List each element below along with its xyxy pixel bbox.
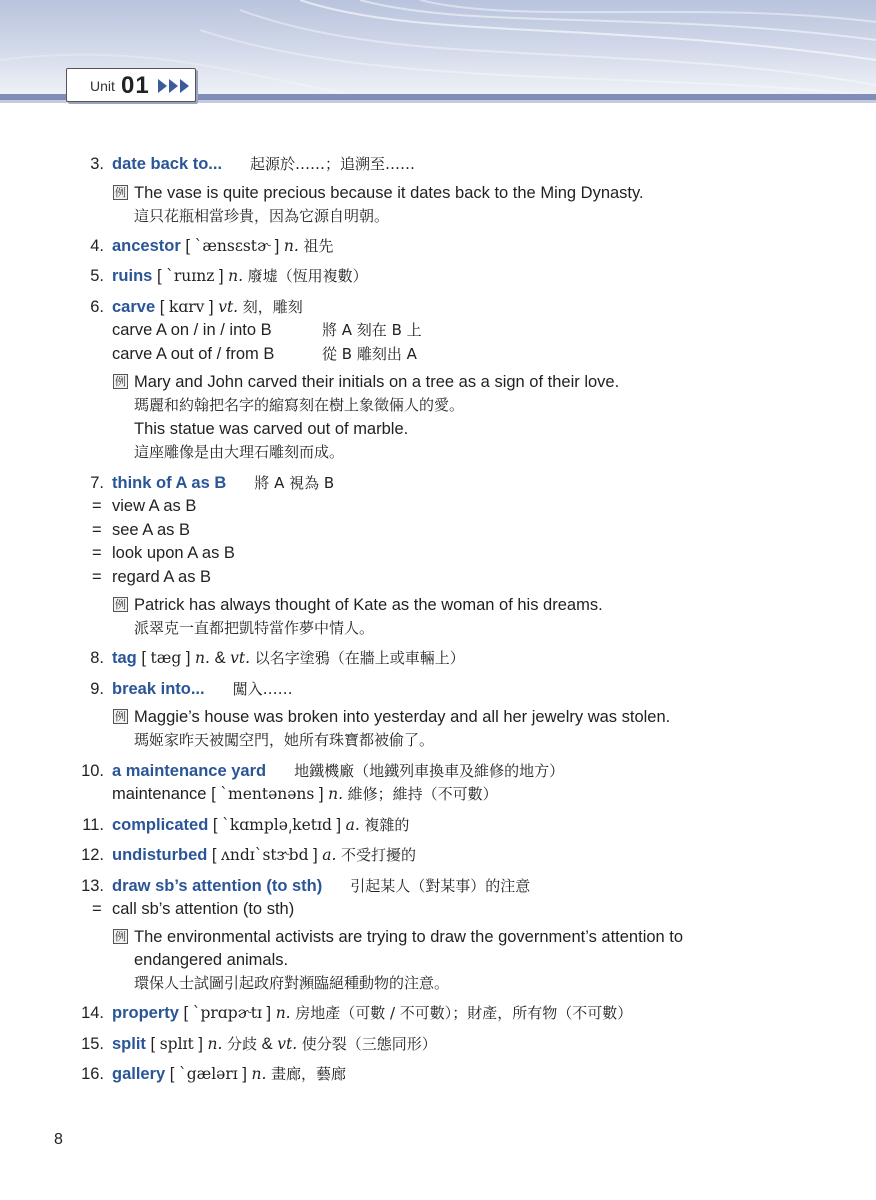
- entry-meaning: 地鐵機廠（地鐵列車換車及維修的地方）: [294, 762, 565, 780]
- example-cn: 這座雕像是由大理石雕刻而成。: [134, 443, 345, 461]
- bracket: [: [159, 298, 165, 316]
- entry-7: [112, 473, 334, 493]
- entry-term: split: [112, 1035, 146, 1053]
- part-of-speech: n.: [283, 237, 299, 255]
- phonetic: tæg: [150, 649, 182, 667]
- usage-meaning: 從 B 雕刻出 A: [322, 345, 417, 363]
- phonetic: ˋprɑpɚtɪ: [192, 1004, 262, 1022]
- part-of-speech: vt.: [277, 1035, 298, 1053]
- bracket: [: [156, 267, 162, 285]
- entry-15: [112, 1034, 437, 1054]
- bracket: ]: [185, 649, 191, 667]
- entry-meaning: 房地產（可數 / 不可數）；財產，所有物（不可數）: [295, 1004, 633, 1022]
- usage-phrase: carve A out of / from B: [112, 345, 275, 363]
- bracket: [: [185, 237, 190, 255]
- example-icon: 例: [115, 375, 126, 388]
- entry-number: 9.: [90, 680, 104, 698]
- entry-meaning: 起源於……；追溯至……: [250, 155, 416, 173]
- bracket: ]: [266, 1004, 272, 1022]
- equals-sign: =: [92, 900, 102, 918]
- example-en: Maggie’s house was broken into yesterday and all her jewelry was stolen.: [134, 708, 671, 726]
- bracket: [: [183, 1004, 189, 1022]
- usage-meaning: 將 A 刻在 B 上: [322, 321, 422, 339]
- entry-term: undisturbed: [112, 846, 208, 864]
- ampersand: &: [214, 649, 226, 667]
- entry-number: 11.: [82, 816, 104, 834]
- bracket: [: [169, 1065, 175, 1083]
- equals-sign: =: [92, 497, 102, 515]
- bracket: [: [141, 649, 146, 667]
- entry-term: ruins: [112, 267, 153, 285]
- example-en: The vase is quite precious because it dates back to the Ming Dynasty.: [134, 184, 644, 202]
- entry-13: [112, 876, 530, 896]
- entry-number: 16.: [81, 1065, 104, 1083]
- entry-3: [112, 154, 415, 174]
- example-en: Patrick has always thought of Kate as the woman of his dreams.: [134, 596, 603, 614]
- entry-term: property: [112, 1004, 179, 1022]
- page-number: 8: [54, 1131, 63, 1148]
- entry-number: 3.: [90, 155, 104, 173]
- part-of-speech: n.: [275, 1004, 291, 1022]
- entry-term: complicated: [112, 816, 209, 834]
- bracket: ]: [242, 1065, 247, 1083]
- entry-number: 7.: [90, 474, 104, 492]
- example-icon: 例: [115, 186, 126, 199]
- bracket: [: [212, 816, 218, 834]
- entry-term: gallery: [112, 1065, 166, 1083]
- part-of-speech: n.: [328, 785, 344, 803]
- entry-meaning: 廢墟（恆用複數）: [247, 267, 368, 285]
- synonym: see A as B: [112, 521, 190, 539]
- part-of-speech: vt.: [218, 298, 239, 316]
- entry-number: 4.: [90, 237, 104, 255]
- entry-term: carve: [112, 298, 156, 316]
- entry-term: think of A as B: [112, 474, 227, 492]
- bracket: ]: [218, 267, 224, 285]
- phonetic: kɑrv: [168, 298, 205, 316]
- entry-number: 6.: [90, 298, 104, 316]
- unit-label: Unit: [90, 78, 115, 94]
- part-of-speech: n.: [207, 1035, 223, 1053]
- part-of-speech: n.: [228, 267, 244, 285]
- bracket: ]: [274, 237, 280, 255]
- entry-10: [112, 761, 564, 781]
- example-en: This statue was carved out of marble.: [134, 420, 409, 438]
- entry-term: ancestor: [112, 237, 181, 255]
- unit-tab: [66, 68, 196, 102]
- entry-term: tag: [112, 649, 137, 667]
- bracket: [: [150, 1035, 156, 1053]
- entry-meaning: 將 A 視為 B: [254, 474, 335, 492]
- equals-sign: =: [92, 568, 102, 586]
- entry-number: 12.: [81, 846, 104, 864]
- example-cn: 派翠克一直都把凱特當作夢中情人。: [134, 619, 375, 637]
- phonetic: ˋænsɛstɚ: [194, 237, 271, 255]
- bracket: ]: [336, 816, 342, 834]
- bracket: ]: [313, 846, 318, 864]
- synonym: look upon A as B: [112, 544, 235, 562]
- entry-5: [112, 266, 368, 286]
- example-cn: 瑪姬家昨天被闖空門，她所有珠寶都被偷了。: [134, 731, 435, 749]
- entry-term: a maintenance yard: [112, 762, 267, 780]
- entry-number: 10.: [81, 762, 104, 780]
- entry-meaning: 引起某人（對某事）的注意: [350, 877, 531, 895]
- entry-8: [112, 648, 465, 668]
- synonym: view A as B: [112, 497, 197, 515]
- usage-phrase: carve A on / in / into B: [112, 321, 272, 339]
- entry-12: [112, 845, 416, 865]
- related-term: maintenance: [112, 785, 207, 803]
- entry-11: [112, 815, 409, 835]
- part-of-speech: n.: [195, 649, 210, 667]
- entry-meaning: 複雜的: [364, 816, 410, 834]
- entry-meaning: 使分裂（三態同形）: [301, 1035, 437, 1053]
- phonetic: ˋruɪnz: [166, 267, 215, 285]
- entry-term: draw sb’s attention (to sth): [112, 877, 323, 895]
- entry-meaning: 刻，雕刻: [242, 298, 303, 316]
- bracket: [: [211, 785, 216, 803]
- entry-meaning: 分歧: [227, 1035, 258, 1053]
- bracket: [: [211, 846, 217, 864]
- part-of-speech: a.: [345, 816, 360, 834]
- entry-number: 5.: [90, 267, 104, 285]
- example-en: Mary and John carved their initials on a tree as a sign of their love.: [134, 373, 620, 391]
- phonetic: splɪt: [159, 1035, 194, 1053]
- phonetic: ʌndɪˋstɝbd: [221, 846, 309, 864]
- entry-meaning: 不受打擾的: [341, 846, 417, 864]
- part-of-speech: n.: [251, 1065, 267, 1083]
- entry-16: [112, 1064, 346, 1084]
- entry-term: date back to...: [112, 155, 223, 173]
- example-en: endangered animals.: [134, 951, 289, 969]
- example-cn: 這只花瓶相當珍貴，因為它源自明朝。: [134, 207, 390, 225]
- phonetic: ˋkɑmplə͵ketɪd: [222, 816, 332, 834]
- phonetic: ˋmentənəns: [220, 785, 315, 803]
- example-cn: 環保人士試圖引起政府對瀕臨絕種動物的注意。: [134, 974, 450, 992]
- entry-term: break into...: [112, 680, 205, 698]
- unit-number: 01: [121, 72, 150, 99]
- example-en: The environmental activists are trying to draw the government’s attention to: [134, 928, 684, 946]
- entry-number: 13.: [81, 877, 104, 895]
- bracket: ]: [318, 785, 324, 803]
- entry-6: [112, 297, 303, 317]
- example-icon: 例: [115, 930, 126, 943]
- bracket: ]: [209, 298, 214, 316]
- triple-arrow-icon: [158, 79, 192, 93]
- example-icon: 例: [115, 710, 126, 723]
- part-of-speech: a.: [322, 846, 337, 864]
- equals-sign: =: [92, 521, 102, 539]
- synonym: regard A as B: [112, 568, 212, 586]
- bracket: ]: [198, 1035, 203, 1053]
- example-cn: 瑪麗和約翰把名字的縮寫刻在樹上象徵倆人的愛。: [134, 396, 465, 414]
- entry-meaning: 祖先: [303, 237, 334, 255]
- entry-number: 14.: [81, 1004, 104, 1022]
- entry-14: [112, 1003, 632, 1023]
- entry-number: 8.: [90, 649, 104, 667]
- entry-number: 15.: [81, 1035, 104, 1053]
- related-word: [112, 784, 498, 804]
- example-icon: 例: [115, 598, 126, 611]
- ampersand: &: [261, 1035, 273, 1053]
- phonetic: ˋgælərɪ: [178, 1065, 238, 1083]
- entry-4: [112, 236, 333, 256]
- part-of-speech: vt.: [230, 649, 251, 667]
- entry-meaning: 畫廊，藝廊: [271, 1065, 347, 1083]
- entry-9: [112, 679, 293, 699]
- entry-meaning: 以名字塗鴉（在牆上或車輛上）: [254, 649, 465, 667]
- entry-meaning: 闖入……: [232, 680, 293, 698]
- equals-sign: =: [92, 544, 102, 562]
- related-meaning: 維修；維持（不可數）: [347, 785, 498, 803]
- synonym: call sb’s attention (to sth): [112, 900, 295, 918]
